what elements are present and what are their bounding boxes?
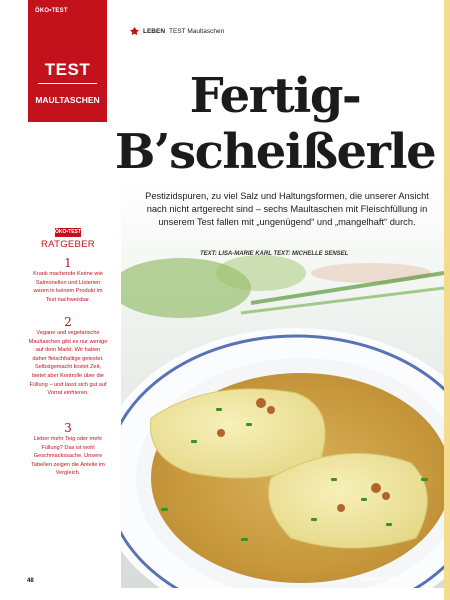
- breadcrumb-path: TEST Maultaschen: [169, 28, 225, 35]
- section-label: TEST: [44, 60, 91, 79]
- brand-logo-text: ÖKO•TEST: [35, 8, 68, 14]
- article-headline: [100, 68, 450, 180]
- headline-line-2: B’scheißerle: [114, 124, 436, 180]
- headline-line-1: Fertig-: [189, 68, 361, 124]
- sidebar-tip-1: [28, 256, 108, 304]
- sidebar-title: RATGEBER: [41, 239, 95, 250]
- page-number: 48: [27, 578, 34, 584]
- tip-number: 2: [64, 315, 72, 329]
- maultaschen-soup-photo: [121, 178, 444, 588]
- tip-number: 3: [64, 421, 72, 435]
- magazine-footer: [360, 577, 426, 583]
- article-lead: Pestizidspuren, zu viel Salz und Haltungsformen, die unserer Ansicht nach nicht artgerecht sind – sechs Maultaschen mit Fleischfüllung in unserem Test fallen mit „ungenügend“ und „mangelhaft“ durch.: [145, 191, 429, 227]
- sidebar-tip-3: [28, 421, 108, 478]
- leaf-icon: [130, 27, 139, 36]
- tip-text: Krank machende Keime wie Salmonellen und Listerien waren in keinem Produkt im Test nachweisbar.: [33, 271, 103, 303]
- tip-text: Vegane und vegetarische Maultaschen gibt es nur wenige auf dem Markt. Wir haben daher fleischhaltige getestet. Selbstgemacht kostet Zeit, bietet aber Kontrolle über die Füllung – und lässt sich gut auf Vorrat einfrieren.: [28, 330, 108, 397]
- sidebar-badge: ÖKO•TEST: [55, 229, 81, 235]
- topic-label: MAULTASCHEN: [35, 95, 100, 105]
- breadcrumb: [130, 27, 224, 36]
- breadcrumb-section: LEBEN: [143, 28, 166, 35]
- magazine-issue: Magazin 11/2022: [386, 577, 426, 583]
- tab-divider: [38, 83, 97, 84]
- sidebar-tip-2: [28, 315, 108, 398]
- article-byline: TEXT: LISA-MARIE KARL TEXT: MICHELLE SENSEL: [200, 251, 349, 257]
- magazine-name: ÖKOTEST: [360, 577, 386, 583]
- tip-number: 1: [64, 256, 72, 270]
- brand-tab: [28, 0, 107, 122]
- tip-text: Lieber mehr Teig oder mehr Füllung? Das ist wohl Geschmackssache. Unsere Tabellen zeigen die Anteile im Vergleich.: [31, 436, 105, 477]
